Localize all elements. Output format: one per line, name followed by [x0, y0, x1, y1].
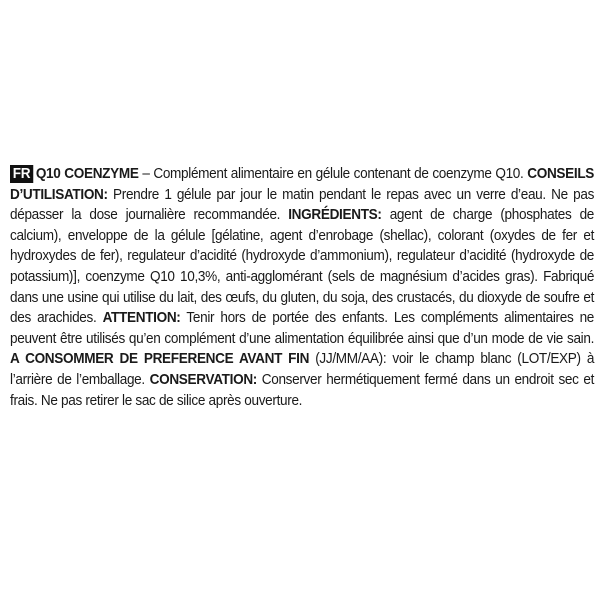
ingredients-heading: INGRÉDIENTS: [288, 207, 382, 224]
product-description: – Complément alimentaire en gélule contenant de coenzyme Q10. [138, 166, 528, 182]
storage-heading: CONSERVATION: [149, 371, 257, 388]
attention-text: Tenir hors de portée des enfants. Les compléments alimentaires ne peuvent être utilisés qu’en complément d’une alimentation équilibrée ainsi que d’un mode de vie sain. [10, 310, 595, 347]
usage-heading: CONSEILS D’UTILISATION: [10, 166, 595, 203]
product-label-text [10, 164, 594, 411]
best-before-text: (JJ/MM/AA): voir le champ blanc (LOT/EXP) à l’arrière de l’emballage. [10, 351, 595, 388]
usage-text: Prendre 1 gélule par jour le matin pendant le repas avec un verre d’eau. Ne pas dépasser la dose journalière recommandée. [10, 186, 595, 224]
product-name: Q10 COENZYME [35, 166, 139, 182]
attention-heading: ATTENTION: [102, 310, 181, 327]
language-badge: FR [10, 165, 33, 183]
storage-text: Conserver hermétiquement fermé dans un endroit sec et frais. Ne pas retirer le sac de silice après ouverture. [10, 371, 595, 409]
ingredients-text: agent de charge (phosphates de calcium), enveloppe de la gélule [gélatine, agent d’enrobage (shellac), colorant (oxydes de fer et hydroxydes de fer), regulateur d’acidité (hydroxyde d’ammonium), regulateur d’acidité (hydroxyde de potassium)], coenzyme Q10 10,3%, anti-agglomérant (sels de magnésium d’acides gras). Fabriqué dans une usine qui utilise du lait, des œufs, du gluten, du soja, des crustacés, du dioxyde de soufre et des arachides. [10, 207, 595, 327]
best-before-heading: A CONSOMMER DE PREFERENCE AVANT FIN [10, 351, 310, 368]
